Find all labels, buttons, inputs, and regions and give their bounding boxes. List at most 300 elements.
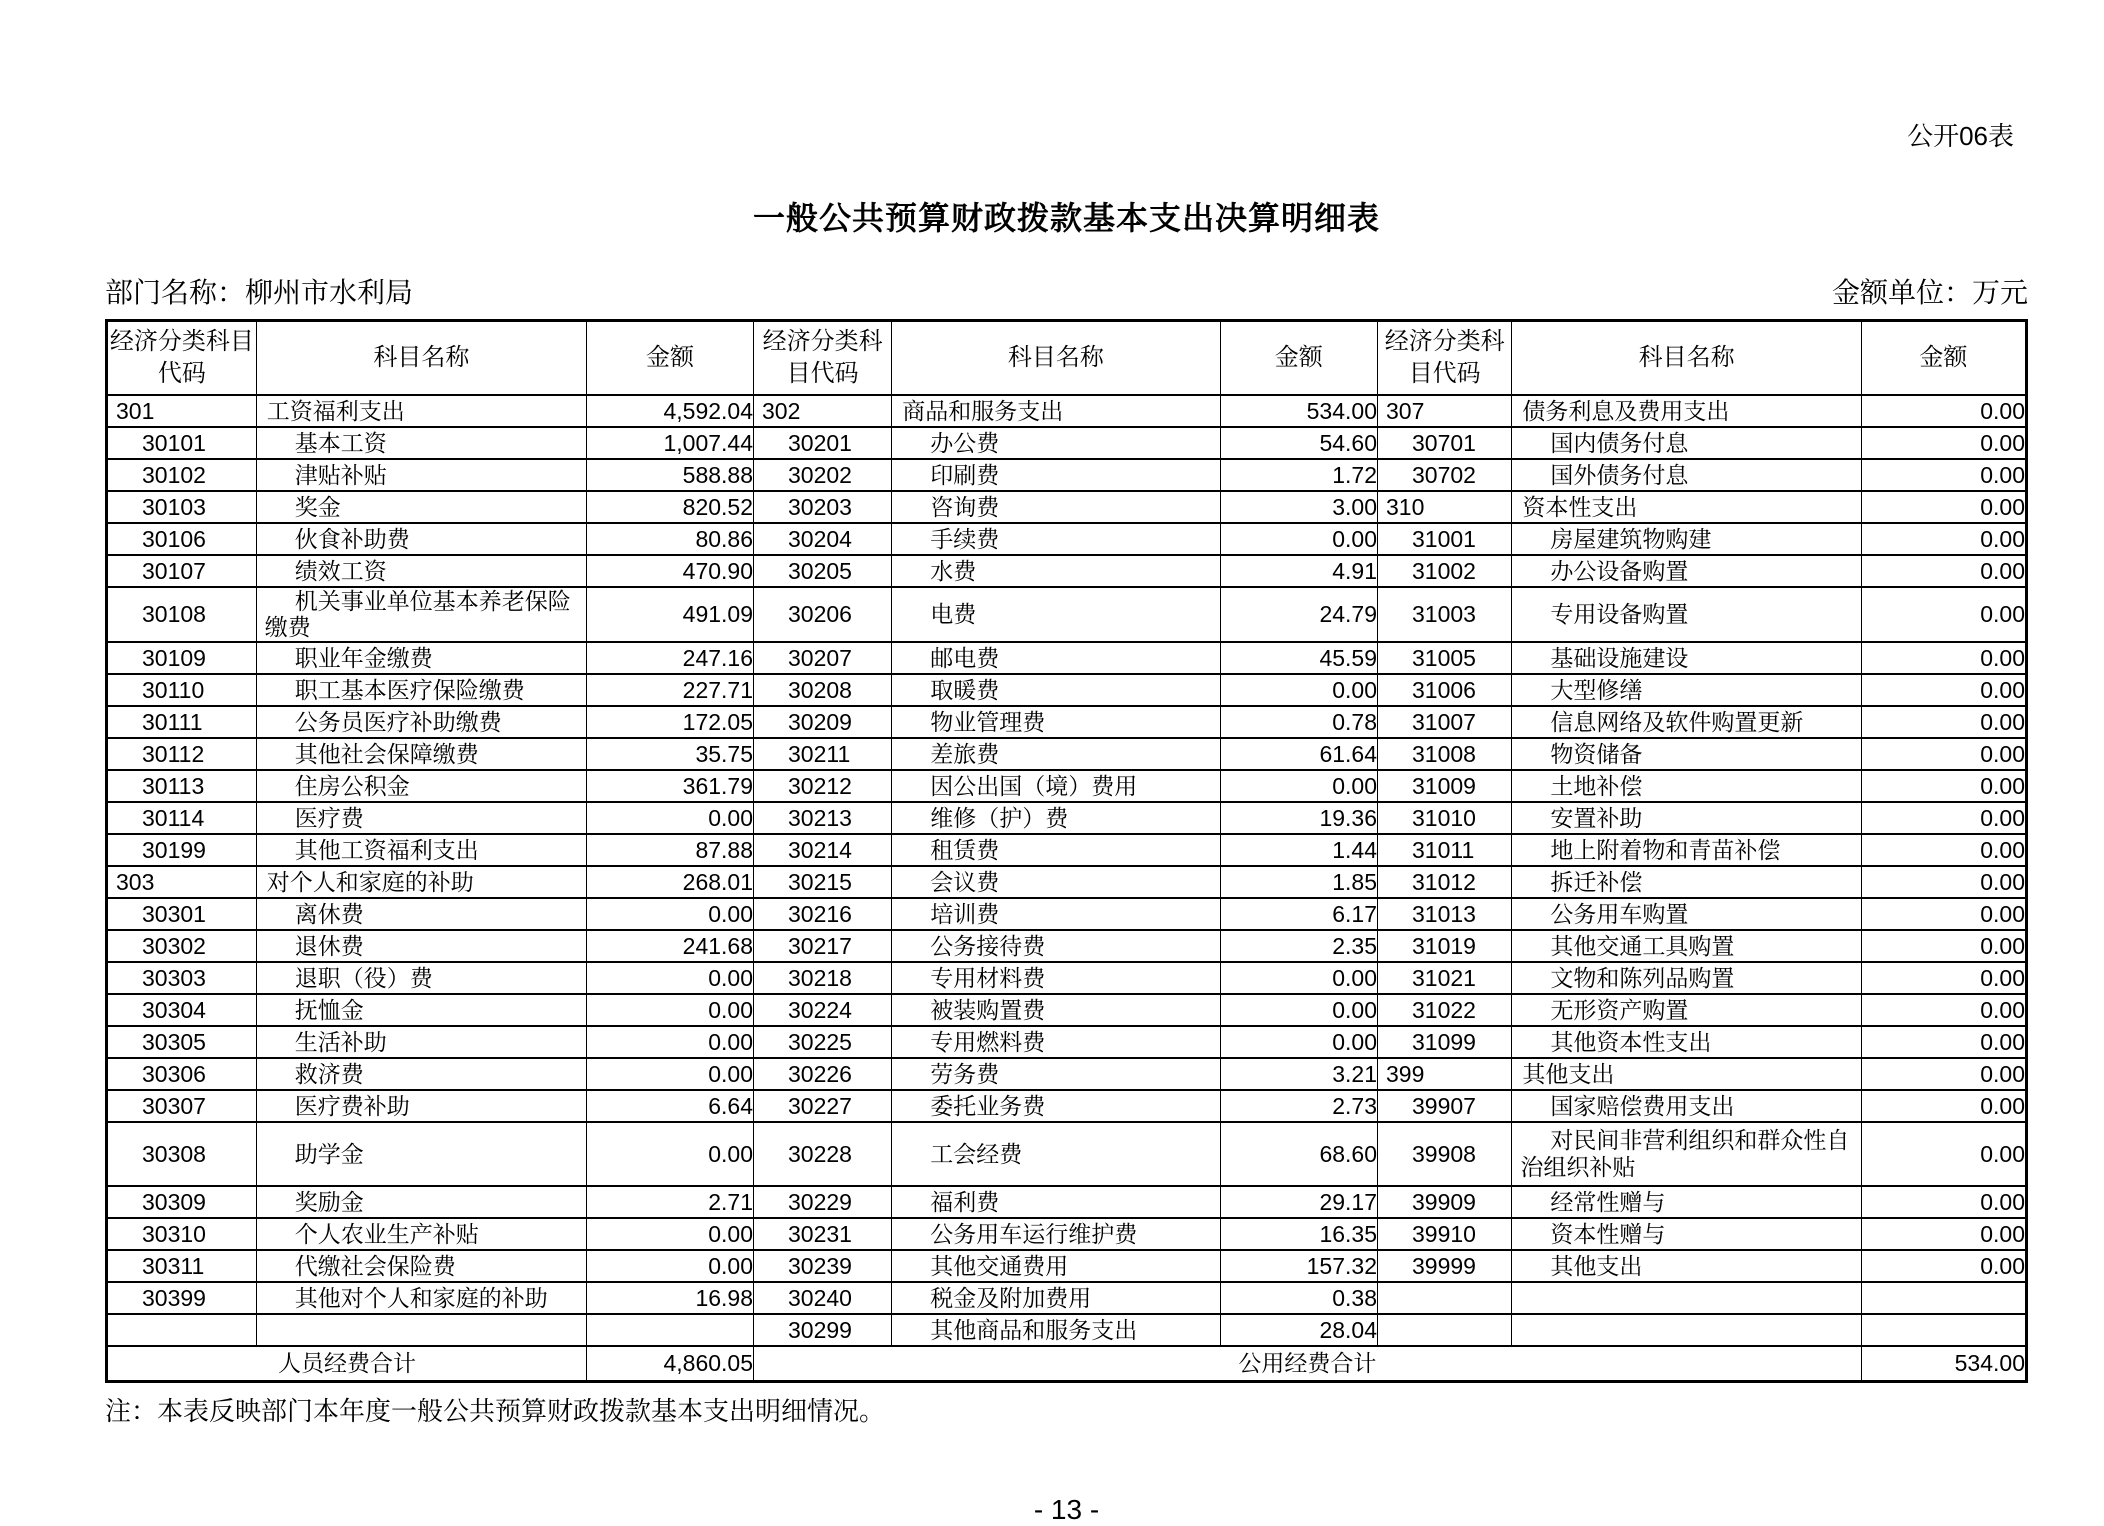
name-cell: 经常性赠与 (1512, 1186, 1861, 1218)
name-cell: 对民间非营利组织和群众性自治组织补贴 (1512, 1122, 1861, 1186)
name-cell: 其他工资福利支出 (256, 834, 586, 866)
amount-cell: 361.79 (586, 770, 753, 802)
code-cell: 30109 (107, 642, 257, 674)
amount-cell: 820.52 (586, 491, 753, 523)
amount-cell: 2.73 (1220, 1090, 1377, 1122)
amount-cell: 0.00 (1861, 802, 2026, 834)
code-cell: 30299 (754, 1314, 892, 1346)
code-cell: 301 (107, 395, 257, 427)
name-cell: 房屋建筑物购建 (1512, 523, 1861, 555)
public-total-amount: 534.00 (1861, 1346, 2026, 1382)
totals-row (107, 1346, 2027, 1382)
code-cell: 39999 (1378, 1250, 1512, 1282)
personnel-total-amount: 4,860.05 (586, 1346, 753, 1382)
name-cell: 其他商品和服务支出 (892, 1314, 1220, 1346)
name-cell: 培训费 (892, 898, 1220, 930)
amount-cell: 157.32 (1220, 1250, 1377, 1282)
amount-cell: 0.00 (1861, 1250, 2026, 1282)
code-cell: 30216 (754, 898, 892, 930)
name-cell: 其他支出 (1512, 1058, 1861, 1090)
code-cell: 30701 (1378, 427, 1512, 459)
code-cell: 30310 (107, 1218, 257, 1250)
table-row (107, 1186, 2027, 1218)
name-cell: 国内债务付息 (1512, 427, 1861, 459)
amount-cell: 54.60 (1220, 427, 1377, 459)
amount-cell: 0.00 (1861, 1026, 2026, 1058)
name-cell: 工资福利支出 (256, 395, 586, 427)
code-cell: 30231 (754, 1218, 892, 1250)
name-cell: 抚恤金 (256, 994, 586, 1026)
code-cell: 30303 (107, 962, 257, 994)
amount-cell: 29.17 (1220, 1186, 1377, 1218)
name-cell: 安置补助 (1512, 802, 1861, 834)
form-number-label: 公开06表 (1907, 121, 2014, 151)
code-cell: 30306 (107, 1058, 257, 1090)
code-cell (107, 1314, 257, 1346)
table-row (107, 898, 2027, 930)
amount-cell: 1,007.44 (586, 427, 753, 459)
table-footer (107, 1346, 2027, 1382)
name-cell: 职工基本医疗保险缴费 (256, 674, 586, 706)
header-row (107, 321, 2027, 396)
page-title: 一般公共预算财政拨款基本支出决算明细表 (752, 200, 1380, 236)
name-cell: 商品和服务支出 (892, 395, 1220, 427)
code-cell: 31005 (1378, 642, 1512, 674)
code-cell: 30702 (1378, 459, 1512, 491)
name-cell: 其他资本性支出 (1512, 1026, 1861, 1058)
code-cell: 30215 (754, 866, 892, 898)
name-cell: 劳务费 (892, 1058, 1220, 1090)
code-cell: 30212 (754, 770, 892, 802)
name-cell: 会议费 (892, 866, 1220, 898)
code-cell: 30204 (754, 523, 892, 555)
code-cell: 31001 (1378, 523, 1512, 555)
amount-cell: 0.00 (586, 1218, 753, 1250)
personnel-total-label: 人员经费合计 (107, 1346, 587, 1382)
amount-cell: 0.00 (586, 962, 753, 994)
code-cell: 31006 (1378, 674, 1512, 706)
name-cell: 住房公积金 (256, 770, 586, 802)
name-cell: 其他支出 (1512, 1250, 1861, 1282)
code-cell: 31019 (1378, 930, 1512, 962)
code-cell: 30107 (107, 555, 257, 587)
code-cell: 30205 (754, 555, 892, 587)
code-cell: 30311 (107, 1250, 257, 1282)
table-row (107, 1250, 2027, 1282)
code-cell: 31099 (1378, 1026, 1512, 1058)
name-cell: 债务利息及费用支出 (1512, 395, 1861, 427)
amount-cell: 0.00 (1861, 770, 2026, 802)
name-cell: 专用设备购置 (1512, 587, 1861, 642)
code-cell: 30106 (107, 523, 257, 555)
header-name-3: 科目名称 (1512, 321, 1861, 396)
name-cell: 土地补偿 (1512, 770, 1861, 802)
code-cell: 30305 (107, 1026, 257, 1058)
code-cell: 399 (1378, 1058, 1512, 1090)
amount-cell: 3.00 (1220, 491, 1377, 523)
code-cell: 30103 (107, 491, 257, 523)
table-row (107, 738, 2027, 770)
amount-cell: 87.88 (586, 834, 753, 866)
name-cell: 地上附着物和青苗补偿 (1512, 834, 1861, 866)
table-row (107, 555, 2027, 587)
table-row (107, 1090, 2027, 1122)
code-cell: 31011 (1378, 834, 1512, 866)
code-cell: 39910 (1378, 1218, 1512, 1250)
name-cell: 邮电费 (892, 642, 1220, 674)
name-cell: 拆迁补偿 (1512, 866, 1861, 898)
code-cell: 302 (754, 395, 892, 427)
amount-cell: 0.00 (1220, 523, 1377, 555)
code-cell: 30308 (107, 1122, 257, 1186)
amount-cell: 80.86 (586, 523, 753, 555)
amount-cell: 0.00 (1861, 523, 2026, 555)
table-row (107, 1282, 2027, 1314)
amount-cell: 1.44 (1220, 834, 1377, 866)
name-cell: 物资储备 (1512, 738, 1861, 770)
amount-cell: 19.36 (1220, 802, 1377, 834)
name-cell: 医疗费补助 (256, 1090, 586, 1122)
name-cell: 代缴社会保险费 (256, 1250, 586, 1282)
name-cell: 医疗费 (256, 802, 586, 834)
amount-cell: 68.60 (1220, 1122, 1377, 1186)
code-cell: 30302 (107, 930, 257, 962)
amount-cell: 0.00 (586, 898, 753, 930)
amount-cell: 0.00 (1861, 642, 2026, 674)
amount-cell: 0.00 (1220, 1026, 1377, 1058)
amount-cell: 0.00 (586, 1250, 753, 1282)
code-cell: 39909 (1378, 1186, 1512, 1218)
amount-cell: 0.00 (1861, 1090, 2026, 1122)
table-row (107, 706, 2027, 738)
code-cell: 31013 (1378, 898, 1512, 930)
table-row (107, 523, 2027, 555)
code-cell: 31007 (1378, 706, 1512, 738)
amount-cell: 470.90 (586, 555, 753, 587)
name-cell: 委托业务费 (892, 1090, 1220, 1122)
code-cell: 30301 (107, 898, 257, 930)
header-amount-3: 金额 (1861, 321, 2026, 396)
code-cell: 30108 (107, 587, 257, 642)
name-cell: 物业管理费 (892, 706, 1220, 738)
table-row (107, 395, 2027, 427)
code-cell: 307 (1378, 395, 1512, 427)
code-cell: 30214 (754, 834, 892, 866)
name-cell: 文物和陈列品购置 (1512, 962, 1861, 994)
page-number: - 13 - (1033, 1494, 1100, 1526)
code-cell: 30217 (754, 930, 892, 962)
name-cell: 办公费 (892, 427, 1220, 459)
name-cell: 国外债务付息 (1512, 459, 1861, 491)
amount-cell: 241.68 (586, 930, 753, 962)
table-row (107, 1218, 2027, 1250)
amount-cell: 0.00 (1861, 395, 2026, 427)
amount-cell: 0.00 (1861, 930, 2026, 962)
amount-cell: 0.00 (1220, 770, 1377, 802)
code-cell: 30211 (754, 738, 892, 770)
amount-cell: 0.00 (1861, 587, 2026, 642)
name-cell: 大型修缮 (1512, 674, 1861, 706)
amount-cell: 6.17 (1220, 898, 1377, 930)
amount-cell: 0.00 (1861, 834, 2026, 866)
code-cell: 39908 (1378, 1122, 1512, 1186)
amount-cell: 534.00 (1220, 395, 1377, 427)
table-row (107, 834, 2027, 866)
amount-cell: 24.79 (1220, 587, 1377, 642)
code-cell: 30228 (754, 1122, 892, 1186)
amount-cell: 0.00 (586, 1122, 753, 1186)
name-cell: 津贴补贴 (256, 459, 586, 491)
name-cell: 退职（役）费 (256, 962, 586, 994)
code-cell: 30239 (754, 1250, 892, 1282)
table-row (107, 642, 2027, 674)
name-cell: 公务用车运行维护费 (892, 1218, 1220, 1250)
name-cell: 取暖费 (892, 674, 1220, 706)
name-cell: 离休费 (256, 898, 586, 930)
meta-row (105, 271, 2028, 311)
name-cell: 印刷费 (892, 459, 1220, 491)
name-cell: 专用燃料费 (892, 1026, 1220, 1058)
table-row (107, 491, 2027, 523)
code-cell: 31002 (1378, 555, 1512, 587)
name-cell: 对个人和家庭的补助 (256, 866, 586, 898)
table-row (107, 930, 2027, 962)
amount-cell: 2.35 (1220, 930, 1377, 962)
amount-cell: 1.72 (1220, 459, 1377, 491)
unit-label: 金额单位：万元 (1831, 277, 2028, 308)
code-cell: 30114 (107, 802, 257, 834)
name-cell: 伙食补助费 (256, 523, 586, 555)
name-cell: 被装购置费 (892, 994, 1220, 1026)
amount-cell: 0.00 (1861, 866, 2026, 898)
code-cell: 30102 (107, 459, 257, 491)
name-cell: 手续费 (892, 523, 1220, 555)
code-cell: 30112 (107, 738, 257, 770)
amount-cell: 0.00 (1861, 898, 2026, 930)
code-cell: 30113 (107, 770, 257, 802)
table-row (107, 427, 2027, 459)
code-cell: 30304 (107, 994, 257, 1026)
amount-cell: 268.01 (586, 866, 753, 898)
name-cell: 公务接待费 (892, 930, 1220, 962)
budget-table (105, 319, 2028, 1383)
amount-cell: 0.00 (1861, 555, 2026, 587)
code-cell: 303 (107, 866, 257, 898)
amount-cell: 61.64 (1220, 738, 1377, 770)
header-code-3: 经济分类科目代码 (1378, 321, 1512, 396)
code-cell: 30111 (107, 706, 257, 738)
name-cell: 福利费 (892, 1186, 1220, 1218)
amount-cell: 45.59 (1220, 642, 1377, 674)
code-cell: 31009 (1378, 770, 1512, 802)
code-cell: 30307 (107, 1090, 257, 1122)
name-cell: 绩效工资 (256, 555, 586, 587)
table-row (107, 587, 2027, 642)
amount-cell: 172.05 (586, 706, 753, 738)
code-cell: 30101 (107, 427, 257, 459)
amount-cell: 491.09 (586, 587, 753, 642)
name-cell: 助学金 (256, 1122, 586, 1186)
amount-cell: 0.00 (1220, 994, 1377, 1026)
name-cell: 专用材料费 (892, 962, 1220, 994)
name-cell: 救济费 (256, 1058, 586, 1090)
name-cell: 其他对个人和家庭的补助 (256, 1282, 586, 1314)
table-row (107, 459, 2027, 491)
code-cell: 30207 (754, 642, 892, 674)
code-cell: 39907 (1378, 1090, 1512, 1122)
code-cell (1378, 1282, 1512, 1314)
department-name: 部门名称：柳州市水利局 (105, 277, 414, 308)
header-code-1: 经济分类科目代码 (107, 321, 257, 396)
amount-cell: 3.21 (1220, 1058, 1377, 1090)
code-cell (1378, 1314, 1512, 1346)
code-cell: 31003 (1378, 587, 1512, 642)
name-cell: 租赁费 (892, 834, 1220, 866)
header-name-2: 科目名称 (892, 321, 1220, 396)
name-cell: 无形资产购置 (1512, 994, 1861, 1026)
amount-cell: 0.00 (1861, 674, 2026, 706)
header-code-2: 经济分类科目代码 (754, 321, 892, 396)
name-cell: 因公出国（境）费用 (892, 770, 1220, 802)
note-text: 注：本表反映部门本年度一般公共预算财政拨款基本支出明细情况。 (105, 1396, 886, 1427)
amount-cell: 0.00 (1861, 459, 2026, 491)
name-cell: 公务用车购置 (1512, 898, 1861, 930)
table-row (107, 994, 2027, 1026)
code-cell: 30227 (754, 1090, 892, 1122)
name-cell (1512, 1282, 1861, 1314)
name-cell: 信息网络及软件购置更新 (1512, 706, 1861, 738)
code-cell: 31022 (1378, 994, 1512, 1026)
name-cell: 水费 (892, 555, 1220, 587)
name-cell: 资本性赠与 (1512, 1218, 1861, 1250)
code-cell: 30208 (754, 674, 892, 706)
amount-cell: 0.00 (1861, 1122, 2026, 1186)
amount-cell: 0.00 (1861, 962, 2026, 994)
amount-cell: 588.88 (586, 459, 753, 491)
code-cell: 30240 (754, 1282, 892, 1314)
table-row (107, 1314, 2027, 1346)
code-cell: 30224 (754, 994, 892, 1026)
header-name-1: 科目名称 (256, 321, 586, 396)
table-row (107, 674, 2027, 706)
code-cell: 30225 (754, 1026, 892, 1058)
amount-cell: 0.78 (1220, 706, 1377, 738)
code-cell: 30229 (754, 1186, 892, 1218)
amount-cell: 0.00 (586, 1058, 753, 1090)
name-cell: 电费 (892, 587, 1220, 642)
code-cell: 30399 (107, 1282, 257, 1314)
amount-cell: 16.98 (586, 1282, 753, 1314)
name-cell: 职业年金缴费 (256, 642, 586, 674)
table-row (107, 1026, 2027, 1058)
name-cell: 退休费 (256, 930, 586, 962)
code-cell: 30209 (754, 706, 892, 738)
name-cell: 维修（护）费 (892, 802, 1220, 834)
amount-cell: 0.00 (1861, 738, 2026, 770)
amount-cell: 0.00 (1861, 1186, 2026, 1218)
amount-cell: 0.38 (1220, 1282, 1377, 1314)
name-cell: 其他社会保障缴费 (256, 738, 586, 770)
name-cell (1512, 1314, 1861, 1346)
amount-cell: 0.00 (1861, 994, 2026, 1026)
name-cell: 其他交通费用 (892, 1250, 1220, 1282)
code-cell: 31021 (1378, 962, 1512, 994)
table-row (107, 866, 2027, 898)
amount-cell: 0.00 (1861, 1058, 2026, 1090)
name-cell: 办公设备购置 (1512, 555, 1861, 587)
name-cell: 其他交通工具购置 (1512, 930, 1861, 962)
code-cell: 30202 (754, 459, 892, 491)
amount-cell: 0.00 (1861, 427, 2026, 459)
amount-cell: 227.71 (586, 674, 753, 706)
amount-cell: 6.64 (586, 1090, 753, 1122)
name-cell: 资本性支出 (1512, 491, 1861, 523)
name-cell: 税金及附加费用 (892, 1282, 1220, 1314)
table-row (107, 1058, 2027, 1090)
code-cell: 31012 (1378, 866, 1512, 898)
amount-cell: 28.04 (1220, 1314, 1377, 1346)
amount-cell (586, 1314, 753, 1346)
name-cell: 奖金 (256, 491, 586, 523)
code-cell: 30309 (107, 1186, 257, 1218)
header-amount-1: 金额 (586, 321, 753, 396)
name-cell: 基础设施建设 (1512, 642, 1861, 674)
amount-cell: 0.00 (586, 1026, 753, 1058)
name-cell: 公务员医疗补助缴费 (256, 706, 586, 738)
table-row (107, 770, 2027, 802)
amount-cell: 4.91 (1220, 555, 1377, 587)
amount-cell: 0.00 (586, 802, 753, 834)
name-cell: 基本工资 (256, 427, 586, 459)
amount-cell: 0.00 (1220, 962, 1377, 994)
code-cell: 30201 (754, 427, 892, 459)
amount-cell (1861, 1282, 2026, 1314)
amount-cell: 2.71 (586, 1186, 753, 1218)
amount-cell: 35.75 (586, 738, 753, 770)
code-cell: 30226 (754, 1058, 892, 1090)
name-cell: 工会经费 (892, 1122, 1220, 1186)
code-cell: 30218 (754, 962, 892, 994)
amount-cell: 1.85 (1220, 866, 1377, 898)
name-cell: 国家赔偿费用支出 (1512, 1090, 1861, 1122)
code-cell: 30206 (754, 587, 892, 642)
amount-cell: 0.00 (1861, 706, 2026, 738)
name-cell: 生活补助 (256, 1026, 586, 1058)
amount-cell (1861, 1314, 2026, 1346)
name-cell: 个人农业生产补贴 (256, 1218, 586, 1250)
name-cell: 差旅费 (892, 738, 1220, 770)
code-cell: 30203 (754, 491, 892, 523)
header-amount-2: 金额 (1220, 321, 1377, 396)
name-cell: 咨询费 (892, 491, 1220, 523)
amount-cell: 247.16 (586, 642, 753, 674)
code-cell: 30213 (754, 802, 892, 834)
amount-cell: 0.00 (1220, 674, 1377, 706)
table-body (107, 395, 2027, 1346)
name-cell: 机关事业单位基本养老保险缴费 (256, 587, 586, 642)
amount-cell: 16.35 (1220, 1218, 1377, 1250)
code-cell: 30110 (107, 674, 257, 706)
amount-cell: 0.00 (1861, 491, 2026, 523)
table-row (107, 1122, 2027, 1186)
amount-cell: 4,592.04 (586, 395, 753, 427)
amount-cell: 0.00 (586, 994, 753, 1026)
public-total-label: 公用经费合计 (754, 1346, 1862, 1382)
table-header (107, 321, 2027, 396)
amount-cell: 0.00 (1861, 1218, 2026, 1250)
table-row (107, 962, 2027, 994)
name-cell: 奖励金 (256, 1186, 586, 1218)
